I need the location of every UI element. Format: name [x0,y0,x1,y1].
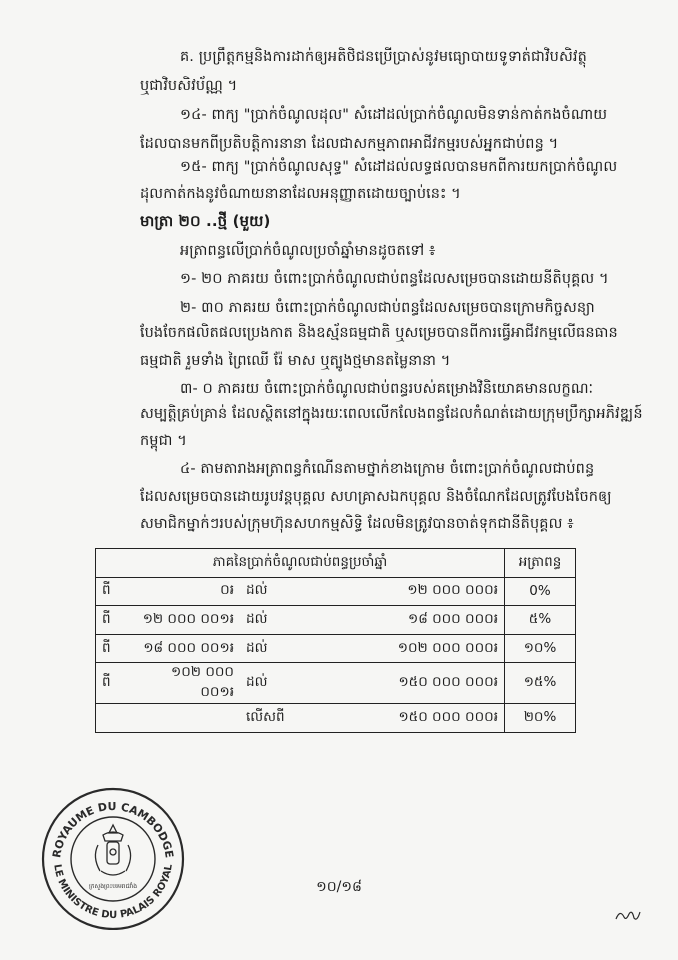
article-item1: ១- ២០ ភាគរយ ចំពោះប្រាក់ចំណូលជាប់ពន្ធដែលសម្រេចបានដោយនីតិបុគ្គល ។ [180,271,609,287]
bracket-from: ១២ ០០០ ០០១៛ [128,606,240,635]
to-label: ដល់ [240,634,292,663]
article-item4-line3: សមាជិកម្នាក់ៗរបស់ក្រុមហ៊ុនសហកម្មសិទ្ធិ ដែលមិនត្រូវបានចាត់ទុកជានីតិបុគ្គល ៖ [140,516,574,532]
from-label: ពី [96,663,129,704]
header-bracket: ភាគនៃប្រាក់ចំណូលជាប់ពន្ធប្រចាំឆ្នាំ [96,549,505,578]
from-label: ពី [96,577,129,606]
bracket-from: ១០២ ០០០ ០០១៛ [128,663,240,704]
bracket-from [128,704,240,733]
table-row [96,663,576,704]
bracket-to: ១២ ០០០ ០០០៛ [292,577,505,606]
item-14-line1: ១៤- ពាក្យ "ប្រាក់ចំណូលដុល" សំដៅដល់ប្រាក់ចំណូលមិនទាន់កាត់កងចំណាយ [180,107,608,123]
article-item3-line3: កម្ពុជា ។ [140,433,187,449]
article-item4-line2: ដែលសម្រេចបានដោយរូបវន្តបុគ្គល សហគ្រាសឯកបុគ្គល និងចំណែកដែលត្រូវបែងចែកឲ្យ [140,489,612,505]
article-item2-line1: ២- ៣០ ភាគរយ ចំពោះប្រាក់ចំណូលជាប់ពន្ធដែលសម្រេចបានក្រោមកិច្ចសន្យា [180,300,595,316]
bracket-from: ១៨ ០០០ ០០១៛ [128,634,240,663]
item-15-line1: ១៥- ពាក្យ "ប្រាក់ចំណូលសុទ្ធ" សំដៅដល់លទ្ធផលបានមកពីការយកប្រាក់ចំណូល [180,159,618,175]
bracket-to: ១៥០ ០០០ ០០០៛ [292,663,505,704]
seal-caption: ក្រសួងព្រះបរមរាជវាំង [88,883,138,890]
bracket-rate: ២០% [505,704,576,733]
seal-bottom-text: LE MINISTRE DU PALAIS ROYAL [51,863,175,921]
article-item3-line2: សម្បត្តិគ្រប់គ្រាន់ ដែលស្ថិតនៅក្នុងរយៈពេលលើកលែងពន្ធដែលកំណត់ដោយក្រុមប្រឹក្សាអភិវឌ្ឍន៍ [140,406,643,422]
table-row [96,606,576,635]
to-label: ដល់ [240,606,292,635]
bracket-rate: ៥% [505,606,576,635]
item-c-line2: ឬជាវិបសិវប័ណ្ណ ។ [140,78,238,94]
article-item2-line3: ធម្មជាតិ រួមទាំង ព្រៃឈើ រ៉ែ មាស ឬត្បូងថ្មមានតម្លៃនានា ។ [140,353,451,369]
to-label: ដល់ [240,577,292,606]
article-item2-line2: បែងចែកផលិតផលប្រេងកាត និងឧស្ម័នធម្មជាតិ ឬសម្រេចបានពីការធ្វើអាជីវកម្មលើធនធាន [140,325,618,341]
from-label: ពី [96,606,129,635]
table-row [96,704,576,733]
article-intro: អត្រាពន្ធលើប្រាក់ចំណូលប្រចាំឆ្នាំមានដូចតទៅ ៖ [180,243,436,259]
royal-emblem-icon [95,825,130,875]
header-rate: អត្រាពន្ធ [505,549,576,578]
article-item4-line1: ៤- តាមតារាងអត្រាពន្ធកំណើនតាមថ្នាក់ខាងក្រោម ចំពោះប្រាក់ចំណូលជាប់ពន្ធ [180,461,595,477]
article-item3-line1: ៣- ០ ភាគរយ ចំពោះប្រាក់ចំណូលជាប់ពន្ធរបស់គម្រោងវិនិយោគមានលក្ខណៈ [180,381,594,397]
bracket-rate: ១៥% [505,663,576,704]
bracket-rate: 0% [505,577,576,606]
article-heading: មាត្រា ២០ ..ថ្មី (មួយ) [140,212,271,230]
bracket-to: ១៨ ០០០ ០០០៛ [292,606,505,635]
page-number: ១០/១៨ [316,879,362,895]
to-label: លើសពី [240,704,292,733]
from-label [96,704,129,733]
handwritten-initials-icon [614,906,642,924]
item-14-line2: ដែលបានមកពីប្រតិបត្តិការនានា ដែលជាសកម្មភាពអាជីវកម្មរបស់អ្នកជាប់ពន្ធ ។ [140,136,559,152]
bracket-rate: ១០% [505,634,576,663]
royal-palace-seal [38,785,188,930]
bracket-from: ០៛ [128,577,240,606]
item-c-line1: គ. ប្រព្រឹត្តកម្មនិងការដាក់ឲ្យអតិថិជនប្រើប្រាស់នូវមធ្យោបាយទូទាត់ជាវិបសិវត្ថុ [180,49,587,65]
from-label: ពី [96,634,129,663]
tax-rate-table [95,548,576,733]
table-row [96,634,576,663]
seal-top-text: ROYAUME DU CAMBODGE [50,799,176,859]
table-row [96,577,576,606]
item-15-line2: ដុលកាត់កងនូវចំណាយនានាដែលអនុញ្ញាតដោយច្បាប់នេះ ។ [140,186,461,202]
bracket-to: ១០២ ០០០ ០០០៛ [292,634,505,663]
bracket-to: ១៥០ ០០០ ០០០៛ [292,704,505,733]
table-header-row [96,549,576,578]
to-label: ដល់ [240,663,292,704]
